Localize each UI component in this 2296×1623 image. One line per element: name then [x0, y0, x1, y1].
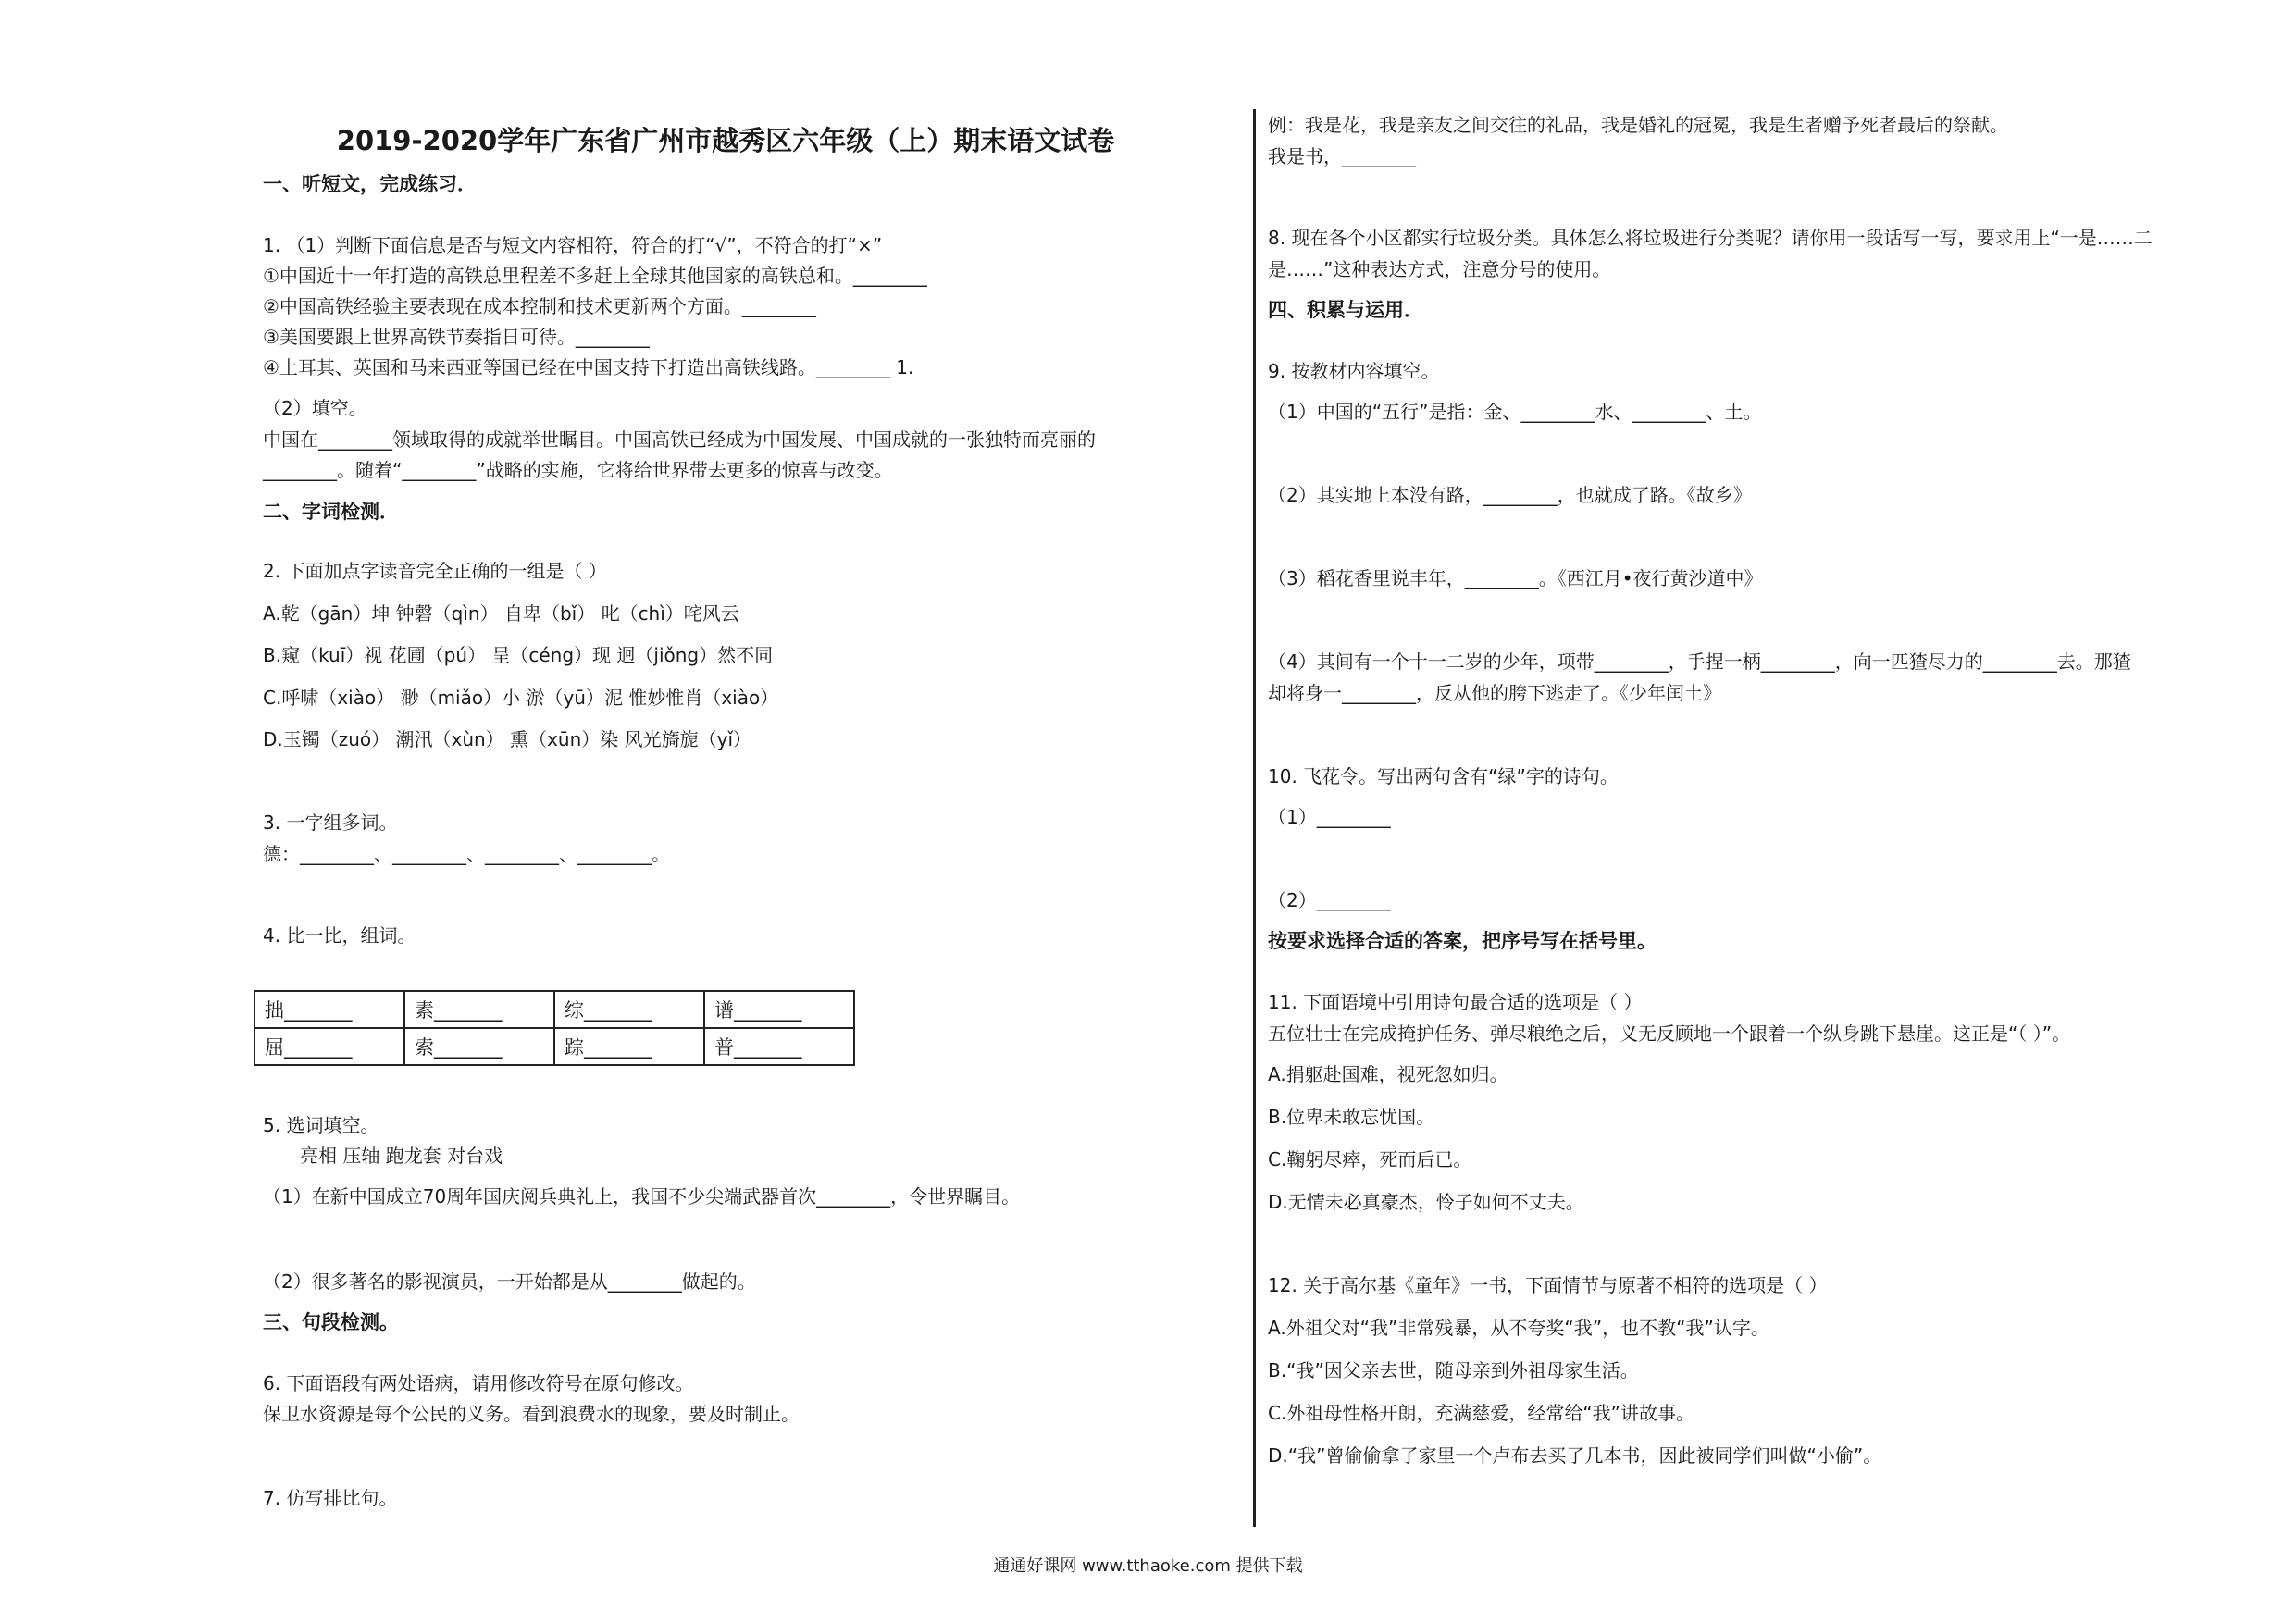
question-1-item: ①中国近十一年打造的高铁总里程差不多赶上全球其他国家的高铁总和。________ — [263, 265, 927, 287]
table-row — [254, 1028, 854, 1065]
section-heading: 二、字词检测． — [263, 501, 399, 523]
footer-credit: 通通好课网 www.tthaoke.com 提供下载 — [993, 1556, 1303, 1576]
question-2-option-b: B.窥（kuī）视 花圃（pú） 呈（céng）现 迥（jiǒng）然不同 — [263, 644, 774, 666]
question-9-item: 却将身一________，反从他的胯下逃走了。《少年闰土》 — [1268, 682, 1721, 704]
question-12-option-c: C.外祖母性格开朗，充满慈爱，经常给“我”讲故事。 — [1268, 1402, 1695, 1424]
table-cell: 综_______ — [554, 991, 704, 1028]
question-9-item: （2）其实地上本没有路，________，也就成了路。《故乡》 — [1268, 484, 1752, 506]
section-heading: 一、听短文，完成练习． — [263, 173, 477, 195]
question-9-item: （1）中国的“五行”是指：金、________水、________、土。 — [1268, 401, 1762, 423]
question-1-item: ②中国高铁经验主要表现在成本控制和技术更新两个方面。________ — [263, 295, 816, 317]
table-cell: 素_______ — [404, 991, 554, 1028]
table-cell: 普_______ — [704, 1028, 854, 1065]
section-heading: 三、句段检测。 — [263, 1311, 399, 1333]
question-2-option-a: A.乾（gān）坤 钟磬（qìn） 自卑（bǐ） 叱（chì）咤风云 — [263, 602, 739, 625]
question-6-prompt: 6. 下面语段有两处语病，请用修改符号在原句修改。 — [263, 1372, 694, 1394]
question-5-item: （2）很多著名的影视演员，一开始都是从________做起的。 — [263, 1270, 756, 1293]
question-11-context: 五位壮士在完成掩护任务、弹尽粮绝之后，义无反顾地一个跟着一个纵身跳下悬崖。这正是“（ ）”。 — [1268, 1022, 2071, 1045]
question-3-prompt: 3. 一字组多词。 — [263, 812, 398, 834]
question-4-prompt: 4. 比一比，组词。 — [263, 924, 416, 947]
question-8-prompt: 是……”这种表达方式，注意分号的使用。 — [1268, 258, 1611, 280]
question-10-blank: （1）________ — [1268, 806, 1391, 828]
table-cell: 屈_______ — [254, 1028, 404, 1065]
question-5-word-bank: 亮相 压轴 跑龙套 对台戏 — [300, 1145, 503, 1167]
section-instruction: 按要求选择合适的答案，把序号写在括号里。 — [1268, 930, 1657, 952]
question-10-blank: （2）________ — [1268, 889, 1391, 911]
question-7-prompt: 7. 仿写排比句。 — [263, 1487, 398, 1509]
question-12-option-a: A.外祖父对“我”非常残暴，从不夸奖“我”，也不教“我”认字。 — [1268, 1317, 1769, 1339]
question-11-prompt: 11. 下面语境中引用诗句最合适的选项是（ ） — [1268, 991, 1643, 1013]
question-5-item: （1）在新中国成立70周年国庆阅兵典礼上，我国不少尖端武器首次________，令世界瞩目。 — [263, 1185, 1021, 1208]
question-1-fill-text: ________。随着“________”战略的实施，它将给世界带去更多的惊喜与改变。 — [263, 459, 893, 481]
column-divider — [1253, 109, 1256, 1527]
table-cell: 索_______ — [404, 1028, 554, 1065]
question-2-option-d: D.玉镯（zuó） 潮汛（xùn） 熏（xūn）染 风光旖旎（yǐ） — [263, 728, 752, 750]
question-9-prompt: 9. 按教材内容填空。 — [1268, 360, 1440, 382]
question-8-prompt: 8. 现在各个小区都实行垃圾分类。具体怎么将垃圾进行分类呢？请你用一段话写一写，要求用上“一是……二 — [1268, 227, 2153, 249]
table-cell: 拙_______ — [254, 991, 404, 1028]
question-11-option-b: B.位卑未敢忘忧国。 — [1268, 1106, 1435, 1128]
question-12-prompt: 12. 关于高尔基《童年》一书，下面情节与原著不相符的选项是（ ） — [1268, 1274, 1828, 1296]
question-7-example: 例：我是花，我是亲友之间交往的礼品，我是婚礼的冠冕，我是生者赠予死者最后的祭献。 — [1268, 114, 2008, 136]
section-heading: 四、积累与运用． — [1268, 299, 1423, 321]
table-cell: 谱_______ — [704, 991, 854, 1028]
question-1-item: ③美国要跟上世界高铁节奏指日可待。________ — [263, 326, 650, 348]
question-2-option-c: C.呼啸（xiào） 渺（miǎo）小 淤（yū）泥 惟妙惟肖（xiào） — [263, 687, 779, 709]
compare-words-table — [254, 990, 855, 1066]
question-9-item: （4）其间有一个十一二岁的少年，项带________，手捏一柄________，向一匹猹尽力的________去。那猹 — [1268, 650, 2131, 673]
question-11-option-c: C.鞠躬尽瘁，死而后已。 — [1268, 1148, 1472, 1171]
question-3-blanks: 德：________、________、________、________。 — [263, 843, 670, 865]
question-11-option-a: A.捐躯赴国难，视死忽如归。 — [1268, 1063, 1508, 1085]
question-1-fill-text: 中国在________领域取得的成就举世瞩目。中国高铁已经成为中国发展、中国成就的一张独特而亮丽的 — [263, 428, 1096, 451]
question-12-option-d: D.“我”曾偷偷拿了家里一个卢布去买了几本书，因此被同学们叫做“小偷”。 — [1268, 1444, 1882, 1467]
question-12-option-b: B.“我”因父亲去世，随母亲到外祖母家生活。 — [1268, 1359, 1639, 1381]
question-7-blank: 我是书，________ — [1268, 145, 1416, 167]
table-cell: 踪_______ — [554, 1028, 704, 1065]
question-2-prompt: 2. 下面加点字读音完全正确的一组是（ ） — [263, 560, 607, 582]
question-6-passage: 保卫水资源是每个公民的义务。看到浪费水的现象，要及时制止。 — [263, 1403, 800, 1425]
question-9-item: （3）稻花香里说丰年，________。《西江月•夜行黄沙道中》 — [1268, 567, 1763, 589]
table-row — [254, 991, 854, 1028]
question-1-item: ④土耳其、英国和马来西亚等国已经在中国支持下打造出高铁线路。________ 1. — [263, 356, 914, 378]
question-1-prompt: 1. （1）判断下面信息是否与短文内容相符，符合的打“√”，不符合的打“×” — [263, 234, 883, 256]
question-1-subprompt: （2）填空。 — [263, 397, 367, 419]
exam-title: 2019-2020学年广东省广州市越秀区六年级（上）期末语文试卷 — [336, 125, 1115, 156]
question-11-option-d: D.无情未必真豪杰，怜子如何不丈夫。 — [1268, 1191, 1584, 1213]
question-10-prompt: 10. 飞花令。写出两句含有“绿”字的诗句。 — [1268, 765, 1619, 787]
question-5-prompt: 5. 选词填空。 — [263, 1114, 379, 1136]
